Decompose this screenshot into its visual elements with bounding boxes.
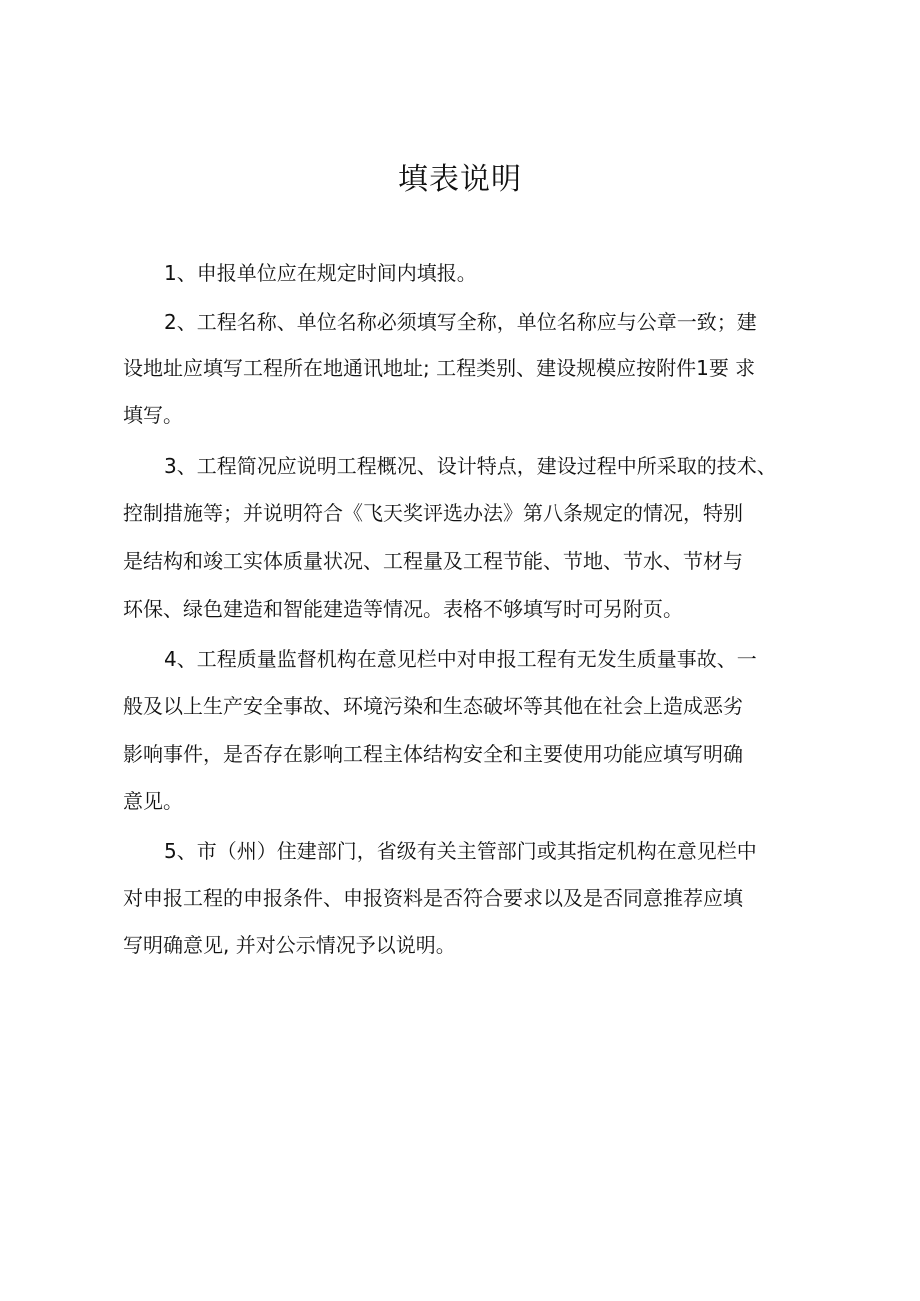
paragraph-3-line-2: 控制措施等；并说明符合《飞天奖评选办法》第八条规定的情况，特别 bbox=[123, 501, 743, 525]
paragraph-1-line-1: 1、申报单位应在规定时间内填报。 bbox=[164, 261, 477, 285]
paragraph-4-line-1: 4、工程质量监督机构在意见栏中对申报工程有无发生质量事故、一 bbox=[164, 647, 757, 671]
paragraph-2-line-3: 填写。 bbox=[123, 403, 183, 427]
paragraph-5-line-3: 写明确意见, 并对公示情况予以说明。 bbox=[123, 933, 456, 957]
paragraph-4-line-3: 影响事件，是否存在影响工程主体结构安全和主要使用功能应填写明确 bbox=[123, 742, 743, 766]
paragraph-3-line-3: 是结构和竣工实体质量状况、工程量及工程节能、节地、节水、节材与 bbox=[123, 549, 743, 573]
paragraph-5-line-2: 对申报工程的申报条件、申报资料是否符合要求以及是否同意推荐应填 bbox=[123, 886, 743, 910]
paragraph-2-line-1: 2、工程名称、单位名称必须填写全称，单位名称应与公章一致；建 bbox=[164, 310, 757, 334]
paragraph-3-line-1: 3、工程简况应说明工程概况、设计特点，建设过程中所采取的技术、 bbox=[164, 454, 777, 478]
paragraph-4-line-4: 意见。 bbox=[123, 789, 183, 813]
paragraph-2-line-2: 设地址应填写工程所在地通讯地址; 工程类别、建设规模应按附件1要 求 bbox=[123, 356, 756, 380]
paragraph-3-line-4: 环保、绿色建造和智能建造等情况。表格不够填写时可另附页。 bbox=[123, 597, 683, 621]
paragraph-5-line-1: 5、市（州）住建部门，省级有关主管部门或其指定机构在意见栏中 bbox=[164, 839, 757, 863]
paragraph-4-line-2: 般及以上生产安全事故、环境污染和生态破坏等其他在社会上造成恶劣 bbox=[123, 694, 743, 718]
page-title: 填表说明 bbox=[398, 162, 522, 197]
